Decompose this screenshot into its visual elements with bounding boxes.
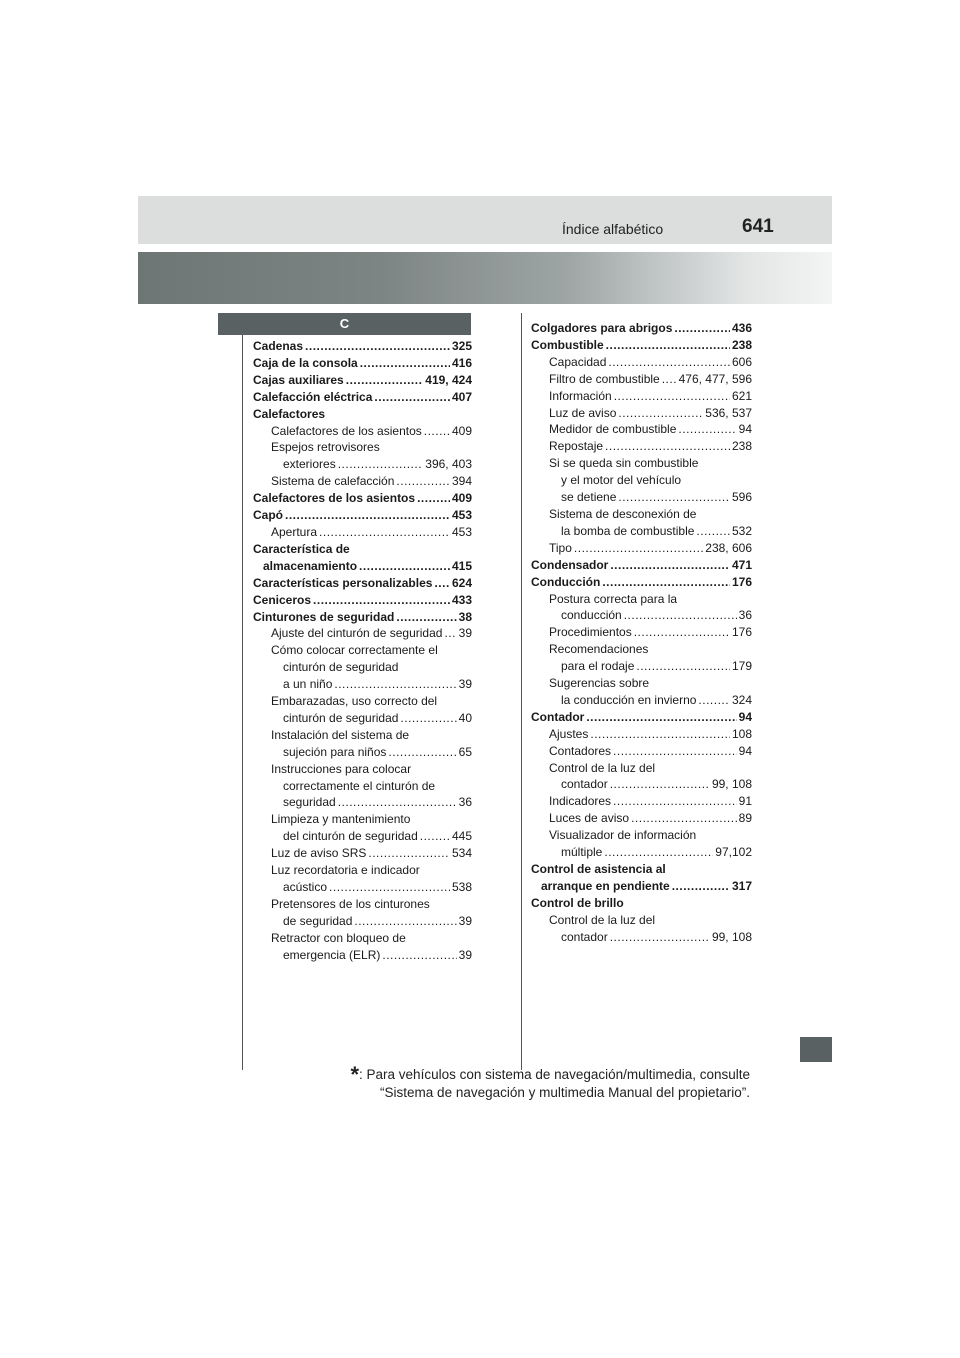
index-entry-text: Procedimientos <box>549 625 632 640</box>
index-entry <box>531 776 752 793</box>
index-entry <box>253 558 472 575</box>
index-entry <box>531 455 752 472</box>
index-entry-text: del cinturón de seguridad <box>283 829 418 844</box>
index-entry <box>531 472 752 489</box>
index-entry-text: Contadores <box>549 743 612 758</box>
index-entry-text: emergencia (ELR) <box>283 947 381 962</box>
dot-leader <box>610 929 710 946</box>
index-entry-page: 40 <box>458 710 472 725</box>
dot-leader <box>636 658 730 675</box>
index-entry-page: 532 <box>731 523 752 538</box>
index-entry <box>531 506 752 523</box>
dot-leader <box>610 557 730 574</box>
dot-leader <box>634 624 730 641</box>
index-entry <box>531 421 752 438</box>
index-entry-text: Control de la luz del <box>549 760 656 775</box>
index-entry-page: 606 <box>731 354 752 369</box>
index-entry-page: 409 <box>451 491 472 506</box>
column-divider-left <box>242 335 243 1070</box>
dot-leader <box>604 844 713 861</box>
index-entry <box>253 609 472 626</box>
index-entry-page: 94 <box>738 743 752 758</box>
index-entry <box>531 591 752 608</box>
index-entry <box>531 320 752 337</box>
index-entry-text: y el motor del vehículo <box>561 473 682 488</box>
index-entry <box>531 337 752 354</box>
index-entry-page: 39 <box>458 626 472 641</box>
index-entry-text: Filtro de combustible <box>549 371 660 386</box>
index-entry-page: 36 <box>458 795 472 810</box>
index-entry-text: Calefactores de los asientos <box>253 491 416 506</box>
index-entry <box>531 895 752 912</box>
dot-leader <box>672 878 730 895</box>
index-entry <box>253 490 472 507</box>
index-entry-page: 39 <box>458 677 472 692</box>
index-entry-text: Recomendaciones <box>549 642 649 657</box>
index-entry-text: Calefactores de los asientos <box>271 423 422 438</box>
index-entry-text: Postura correcta para la <box>549 591 678 606</box>
index-entry <box>253 439 472 456</box>
index-entry-text: Cajas auxiliares <box>253 372 344 387</box>
index-entry-text: Combustible <box>531 337 604 352</box>
index-entry <box>253 659 472 676</box>
index-entry-text: cinturón de seguridad <box>283 710 399 725</box>
section-title: Índice alfabético <box>562 221 664 237</box>
index-entry <box>531 760 752 777</box>
index-entry-text: Capacidad <box>549 354 607 369</box>
index-entry-page: 94 <box>738 709 752 724</box>
index-entry-text: Luces de aviso <box>549 811 630 826</box>
index-entry-page: 436 <box>731 321 752 335</box>
index-entry-text: Luz recordatoria e indicador <box>271 863 420 878</box>
dot-leader <box>674 320 730 337</box>
dot-leader <box>613 793 737 810</box>
index-entry-text: Caja de la consola <box>253 355 358 370</box>
index-entry-text: Embarazadas, uso correcto del <box>271 694 438 709</box>
index-entry <box>253 845 472 862</box>
index-entry <box>531 844 752 861</box>
index-entry-text: Repostaje <box>549 439 604 454</box>
dot-leader <box>662 371 677 388</box>
index-entry <box>531 929 752 946</box>
index-entry <box>253 930 472 947</box>
index-entry-page: 416 <box>451 355 472 370</box>
index-entry-text: contador <box>561 929 608 944</box>
index-entry-page: 65 <box>458 744 472 759</box>
index-entry <box>531 827 752 844</box>
letter-heading: C <box>218 313 471 335</box>
index-entry <box>253 947 472 964</box>
footnote-asterisk: * <box>350 1062 360 1087</box>
dot-leader <box>618 405 703 422</box>
dot-leader <box>434 575 450 592</box>
index-entry-text: Calefactores <box>253 406 326 421</box>
index-entry-page: 596 <box>731 490 752 505</box>
index-entry <box>253 778 472 795</box>
header-bar <box>138 196 832 244</box>
index-entry <box>531 540 752 557</box>
index-entry-text: Ceniceros <box>253 592 312 607</box>
thumb-index-tab <box>800 1037 832 1062</box>
index-entry <box>253 913 472 930</box>
index-entry <box>531 523 752 540</box>
index-entry-text: almacenamiento <box>263 558 358 573</box>
index-entry-text: Características personalizables <box>253 575 433 590</box>
index-entry-text: la bomba de combustible <box>561 523 695 538</box>
index-entry <box>253 727 472 744</box>
index-entry-page: 38 <box>458 609 472 624</box>
index-entry-text: Apertura <box>271 524 318 539</box>
dot-leader <box>313 592 450 609</box>
index-entry-page: 238, 606 <box>705 540 752 555</box>
dot-leader <box>359 558 450 575</box>
index-entry <box>531 438 752 455</box>
dot-leader <box>424 423 450 440</box>
index-entry-text: la conducción en invierno <box>561 692 697 707</box>
index-entry <box>531 810 752 827</box>
index-entry-text: Capó <box>253 508 283 523</box>
index-entry-page: 394 <box>451 474 472 489</box>
index-entry-text: arranque en pendiente <box>541 878 670 893</box>
index-entry-page: 407 <box>451 389 472 404</box>
index-entry <box>531 861 752 878</box>
index-entry-page: 97,102 <box>715 845 752 860</box>
dot-leader <box>696 523 730 540</box>
index-entry-text: Conducción <box>531 574 601 589</box>
index-entry-page: 176 <box>731 625 752 640</box>
index-entry <box>531 658 752 675</box>
index-entry <box>531 726 752 743</box>
index-entry-page: 476, 477, 596 <box>678 371 752 386</box>
index-entry <box>531 912 752 929</box>
index-entry-text: Visualizador de información <box>549 828 697 843</box>
index-entry-text: para el rodaje <box>561 659 635 674</box>
index-entry-page: 415 <box>451 558 472 573</box>
dot-leader <box>382 947 456 964</box>
index-column-right <box>531 320 752 946</box>
dot-leader <box>396 473 450 490</box>
index-entry-text: seguridad <box>283 795 336 810</box>
index-entry <box>531 354 752 371</box>
index-entry-text: de seguridad <box>283 913 353 928</box>
index-entry <box>253 372 472 389</box>
dot-leader <box>618 489 730 506</box>
index-entry <box>531 607 752 624</box>
index-entry <box>253 811 472 828</box>
index-entry-page: 176 <box>731 574 752 589</box>
index-entry-page: 445 <box>451 829 472 844</box>
dot-leader <box>329 879 450 896</box>
dot-leader <box>631 810 737 827</box>
index-entry-text: Pretensores de los cinturones <box>271 896 430 911</box>
index-entry <box>253 676 472 693</box>
index-entry <box>253 575 472 592</box>
index-entry-text: acústico <box>283 880 328 894</box>
dot-leader <box>285 507 450 524</box>
index-entry <box>531 405 752 422</box>
index-entry-text: Instrucciones para colocar <box>271 761 412 776</box>
index-entry-page: 99, 108 <box>711 777 752 792</box>
index-entry <box>253 355 472 372</box>
index-entry-text: Información <box>549 388 612 403</box>
index-entry-text: Calefacción eléctrica <box>253 389 373 404</box>
index-entry <box>253 862 472 879</box>
dot-leader <box>574 540 703 557</box>
dot-leader <box>586 709 736 726</box>
index-entry <box>531 624 752 641</box>
index-entry-page: 536, 537 <box>705 405 752 420</box>
index-entry-page: 534 <box>451 846 472 861</box>
footnote <box>340 1062 750 1102</box>
index-entry-page: 317 <box>731 878 752 893</box>
index-entry <box>253 507 472 524</box>
index-entry-text: a un niño <box>283 677 333 692</box>
index-entry-page: 453 <box>451 524 472 539</box>
index-entry <box>531 793 752 810</box>
index-entry-text: contador <box>561 777 608 792</box>
index-entry-page: 624 <box>451 575 472 590</box>
index-entry <box>531 489 752 506</box>
dot-leader <box>613 743 737 760</box>
index-entry-text: Control de asistencia al <box>531 862 666 876</box>
index-entry-page: 325 <box>451 339 472 353</box>
index-entry-text: Sistema de desconexión de <box>549 506 697 521</box>
dot-leader <box>388 744 456 761</box>
index-entry <box>253 794 472 811</box>
index-entry-page: 453 <box>451 508 472 523</box>
index-entry <box>253 761 472 778</box>
index-entry-page: 39 <box>458 947 472 962</box>
index-entry-text: cinturón de seguridad <box>283 660 399 675</box>
index-entry-text: Condensador <box>531 557 609 572</box>
footnote-line-2: “Sistema de navegación y multimedia Manual del propietario”. <box>380 1085 750 1100</box>
index-entry <box>253 473 472 490</box>
index-entry <box>531 557 752 574</box>
dot-leader <box>305 338 450 355</box>
index-entry <box>253 406 472 423</box>
index-entry-page: 538 <box>451 880 472 894</box>
index-entry-page: 396, 403 <box>425 457 472 472</box>
dot-leader <box>319 524 450 541</box>
dot-leader <box>678 421 736 438</box>
index-entry-text: Cómo colocar correctamente el <box>271 643 438 658</box>
index-entry-text: múltiple <box>561 845 603 860</box>
index-entry-page: 419, 424 <box>425 372 472 387</box>
dot-leader <box>354 913 456 930</box>
index-entry-text: Retractor con bloqueo de <box>271 930 406 945</box>
dot-leader <box>624 607 737 624</box>
dot-leader <box>417 490 450 507</box>
index-entry-text: Cinturones de seguridad <box>253 609 395 624</box>
dot-leader <box>614 388 730 405</box>
index-entry-text: Control de la luz del <box>549 912 656 927</box>
index-entry <box>531 388 752 405</box>
index-entry-text: exteriores <box>283 457 336 472</box>
index-entry-page: 471 <box>731 557 752 572</box>
index-entry <box>253 456 472 473</box>
index-entry <box>531 371 752 388</box>
index-entry-page: 409 <box>451 423 472 438</box>
index-entry-page: 36 <box>738 608 752 623</box>
index-entry-text: Medidor de combustible <box>549 422 677 437</box>
index-entry-text: Luz de aviso SRS <box>271 846 367 861</box>
index-entry <box>531 743 752 760</box>
index-entry-page: 108 <box>731 726 752 741</box>
dot-leader <box>420 828 450 845</box>
index-entry-page: 94 <box>738 422 752 437</box>
index-entry <box>253 642 472 659</box>
column-divider-middle <box>521 313 522 1070</box>
index-entry <box>253 879 472 896</box>
index-entry <box>253 828 472 845</box>
dot-leader <box>698 692 730 709</box>
index-entry <box>531 709 752 726</box>
index-entry-text: Tipo <box>549 540 572 555</box>
index-entry-text: Indicadores <box>549 794 612 809</box>
index-entry <box>253 625 472 642</box>
index-entry <box>531 574 752 591</box>
dot-leader <box>606 337 730 354</box>
dot-leader <box>338 794 457 811</box>
index-entry-page: 433 <box>451 592 472 607</box>
index-column-left <box>253 338 472 964</box>
index-entry-text: Característica de <box>253 541 350 556</box>
index-entry-text: se detiene <box>561 490 617 505</box>
index-entry <box>253 710 472 727</box>
index-entry-page: 238 <box>731 439 752 454</box>
index-entry-text: Ajustes <box>549 726 589 741</box>
index-entry-page: 238 <box>731 337 752 352</box>
index-entry-text: Instalación del sistema de <box>271 727 410 742</box>
index-entry-text: Ajuste del cinturón de seguridad <box>271 626 443 641</box>
index-entry-text: correctamente el cinturón de <box>283 778 436 793</box>
dot-leader <box>368 845 450 862</box>
footnote-line-1: : Para vehículos con sistema de navegación/multimedia, consulte <box>359 1067 750 1082</box>
index-entry <box>253 423 472 440</box>
dot-leader <box>590 726 730 743</box>
index-entry-page: 324 <box>731 692 752 707</box>
index-entry-page: 179 <box>731 659 752 674</box>
index-entry-page: 99, 108 <box>711 929 752 944</box>
index-entry <box>531 675 752 692</box>
dot-leader <box>396 609 456 626</box>
index-entry-page: 91 <box>738 794 752 809</box>
index-entry <box>253 338 472 355</box>
index-entry-page: 89 <box>738 811 752 826</box>
decorative-band <box>138 252 832 304</box>
index-entry-text: Control de brillo <box>531 895 624 910</box>
index-entry-text: Contador <box>531 709 585 724</box>
dot-leader <box>610 776 710 793</box>
index-entry-text: Sugerencias sobre <box>549 676 650 691</box>
index-entry <box>253 389 472 406</box>
dot-leader <box>608 354 730 371</box>
index-entry <box>253 896 472 913</box>
index-entry-text: Luz de aviso <box>549 405 617 420</box>
dot-leader <box>360 355 450 372</box>
index-entry <box>253 541 472 558</box>
index-entry <box>253 693 472 710</box>
index-entry <box>253 592 472 609</box>
dot-leader <box>338 456 424 473</box>
page-number: 641 <box>742 216 774 237</box>
index-entry-text: Espejos retrovisores <box>271 440 380 455</box>
index-entry-text: conducción <box>561 608 622 623</box>
index-entry <box>253 744 472 761</box>
index-entry-text: Colgadores para abrigos <box>531 321 673 335</box>
index-entry-text: Cadenas <box>253 339 304 353</box>
index-entry <box>531 878 752 895</box>
index-entry-text: Si se queda sin combustible <box>549 456 699 471</box>
dot-leader <box>444 625 456 642</box>
index-entry-text: Limpieza y mantenimiento <box>271 812 411 827</box>
dot-leader <box>374 389 450 406</box>
index-entry <box>531 692 752 709</box>
dot-leader <box>602 574 730 591</box>
index-entry-page: 39 <box>458 913 472 928</box>
index-entry <box>253 524 472 541</box>
dot-leader <box>605 438 730 455</box>
index-entry-text: Sistema de calefacción <box>271 474 395 489</box>
dot-leader <box>334 676 456 693</box>
index-entry-text: sujeción para niños <box>283 744 387 759</box>
index-entry-page: 621 <box>731 388 752 403</box>
dot-leader <box>400 710 456 727</box>
index-entry <box>531 641 752 658</box>
dot-leader <box>346 372 424 389</box>
